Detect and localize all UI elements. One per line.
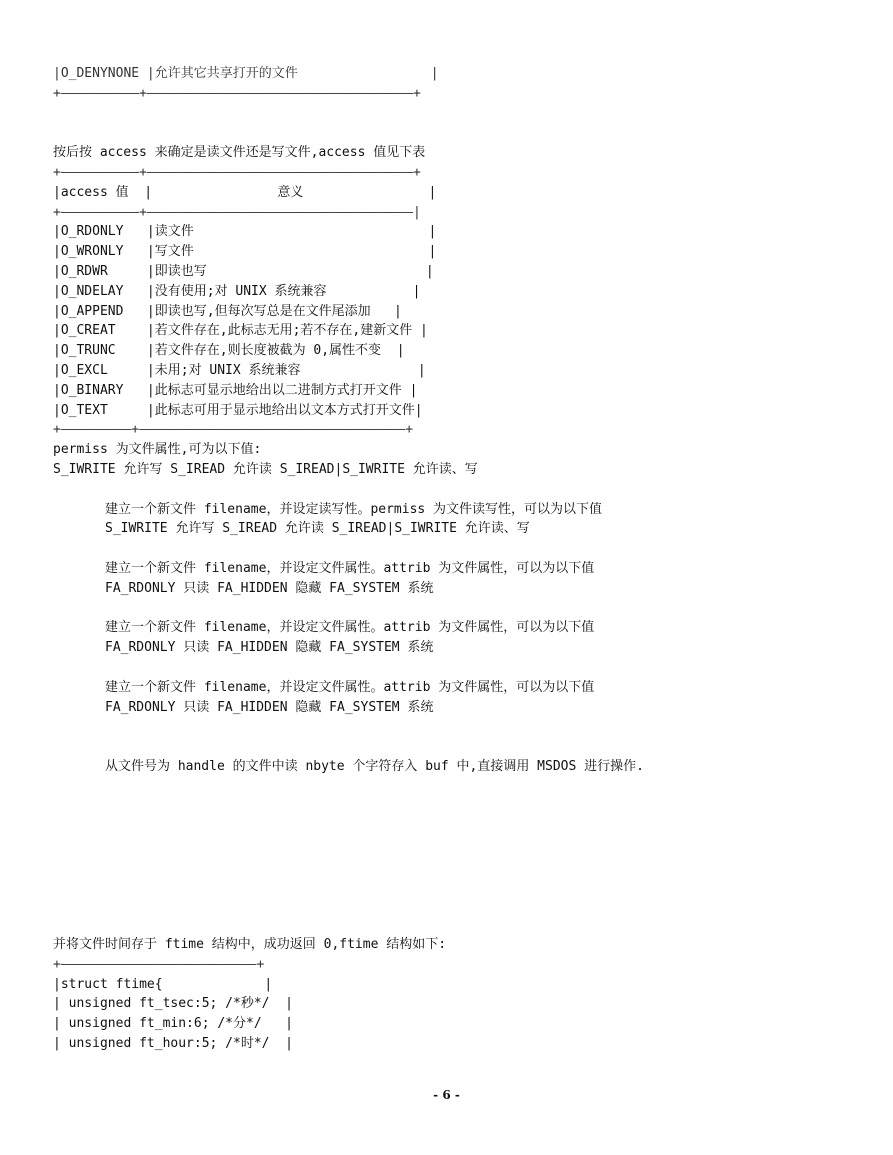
document-body bbox=[53, 64, 853, 1054]
table-row: |O_WRONLY |写文件 | bbox=[53, 244, 437, 260]
function-_read bbox=[53, 737, 853, 757]
struct-line: | unsigned ft_hour:5; /*时*/ | bbox=[53, 1036, 293, 1052]
table-row: |O_RDWR |即读也写 | bbox=[53, 263, 434, 279]
struct-border: +—————————————————————————+ bbox=[53, 956, 265, 972]
function-creat bbox=[53, 480, 853, 500]
function-description: FA_RDONLY 只读 FA_HIDDEN 隐藏 FA_SYSTEM 系统 bbox=[105, 640, 434, 656]
function-open bbox=[53, 123, 853, 143]
function-description: FA_RDONLY 只读 FA_HIDDEN 隐藏 FA_SYSTEM 系统 bbox=[105, 580, 434, 596]
function-filelength bbox=[53, 876, 853, 896]
struct-line: | unsigned ft_min:6; /*分*/ | bbox=[53, 1016, 293, 1032]
function-description: 建立一个新文件 filename，并设定文件属性。attrib 为文件属性，可以为以下值 bbox=[105, 560, 595, 576]
table-row: |O_BINARY |此标志可显示地给出以二进制方式打开文件 | bbox=[53, 382, 418, 398]
table-row: |O_TRUNC |若文件存在,则长度被截为 0,属性不变 | bbox=[53, 343, 405, 359]
struct-line: | unsigned ft_tsec:5; /*秒*/ | bbox=[53, 996, 293, 1012]
function-description: 建立一个新文件 filename，并设定文件属性。attrib 为文件属性，可以为以下值 bbox=[105, 679, 595, 695]
table-row: |O_CREAT |若文件存在,此标志无用;若不存在,建新文件 | bbox=[53, 323, 428, 339]
function-description: 建立一个新文件 filename，并设定文件属性。attrib 为文件属性，可以为以下值 bbox=[105, 620, 595, 636]
table-row: |O_EXCL |未用;对 UNIX 系统兼容 | bbox=[53, 362, 426, 378]
table-border: +——————————+——————————————————————————————————+ bbox=[53, 85, 421, 101]
function-description: FA_RDONLY 只读 FA_HIDDEN 隐藏 FA_SYSTEM 系统 bbox=[105, 699, 434, 715]
function-description: 从文件号为 handle 的文件中读 nbyte 个字符存入 buf 中,直接调用 MSDOS 进行操作. bbox=[105, 758, 644, 774]
table-border: +——————————+——————————————————————————————————| bbox=[53, 204, 421, 220]
paragraph-line: permiss 为文件属性,可为以下值: bbox=[53, 442, 262, 458]
table-border: +——————————+——————————————————————————————————+ bbox=[53, 164, 421, 180]
function-setmode bbox=[53, 895, 853, 915]
function-dup bbox=[53, 816, 853, 836]
function-creatnew bbox=[53, 599, 853, 619]
paragraph-line: 并将文件时间存于 ftime 结构中，成功返回 0,ftime 结构如下: bbox=[53, 937, 447, 953]
function-eof bbox=[53, 856, 853, 876]
table-row: |O_RDONLY |读文件 | bbox=[53, 224, 437, 240]
table-row: |O_DENYNONE |允许其它共享打开的文件 | bbox=[53, 66, 439, 81]
struct-line: |struct ftime{ | bbox=[53, 976, 273, 992]
function-creattemp bbox=[53, 658, 853, 678]
function-read bbox=[53, 717, 853, 737]
function-_creat bbox=[53, 539, 853, 559]
function-getftime bbox=[53, 915, 853, 935]
function-write bbox=[53, 777, 853, 797]
page-number: - 6 - bbox=[433, 1088, 460, 1102]
function-description: S_IWRITE 允许写 S_IREAD 允许读 S_IREAD|S_IWRITE 允许读、写 bbox=[105, 521, 530, 537]
function-dup2 bbox=[53, 836, 853, 856]
function-_write bbox=[53, 796, 853, 816]
blank-line bbox=[53, 104, 853, 124]
table-row: |O_NDELAY |没有使用;对 UNIX 系统兼容 | bbox=[53, 283, 421, 299]
table-header-row: |access 值 | 意义 | bbox=[53, 184, 437, 200]
table-row: |O_APPEND |即读也写,但每次写总是在文件尾添加 | bbox=[53, 303, 402, 319]
paragraph-line: 按后按 access 来确定是读文件还是写文件,access 值见下表 bbox=[53, 145, 426, 161]
table-border: +—————————+——————————————————————————————————+ bbox=[53, 422, 414, 438]
paragraph-line: S_IWRITE 允许写 S_IREAD 允许读 S_IREAD|S_IWRITE 允许读、写 bbox=[53, 461, 478, 477]
function-description: 建立一个新文件 filename，并设定读写性。permiss 为文件读写性，可以为以下值 bbox=[105, 501, 603, 517]
table-row: |O_TEXT |此标志可用于显示地给出以文本方式打开文件| bbox=[53, 402, 423, 418]
